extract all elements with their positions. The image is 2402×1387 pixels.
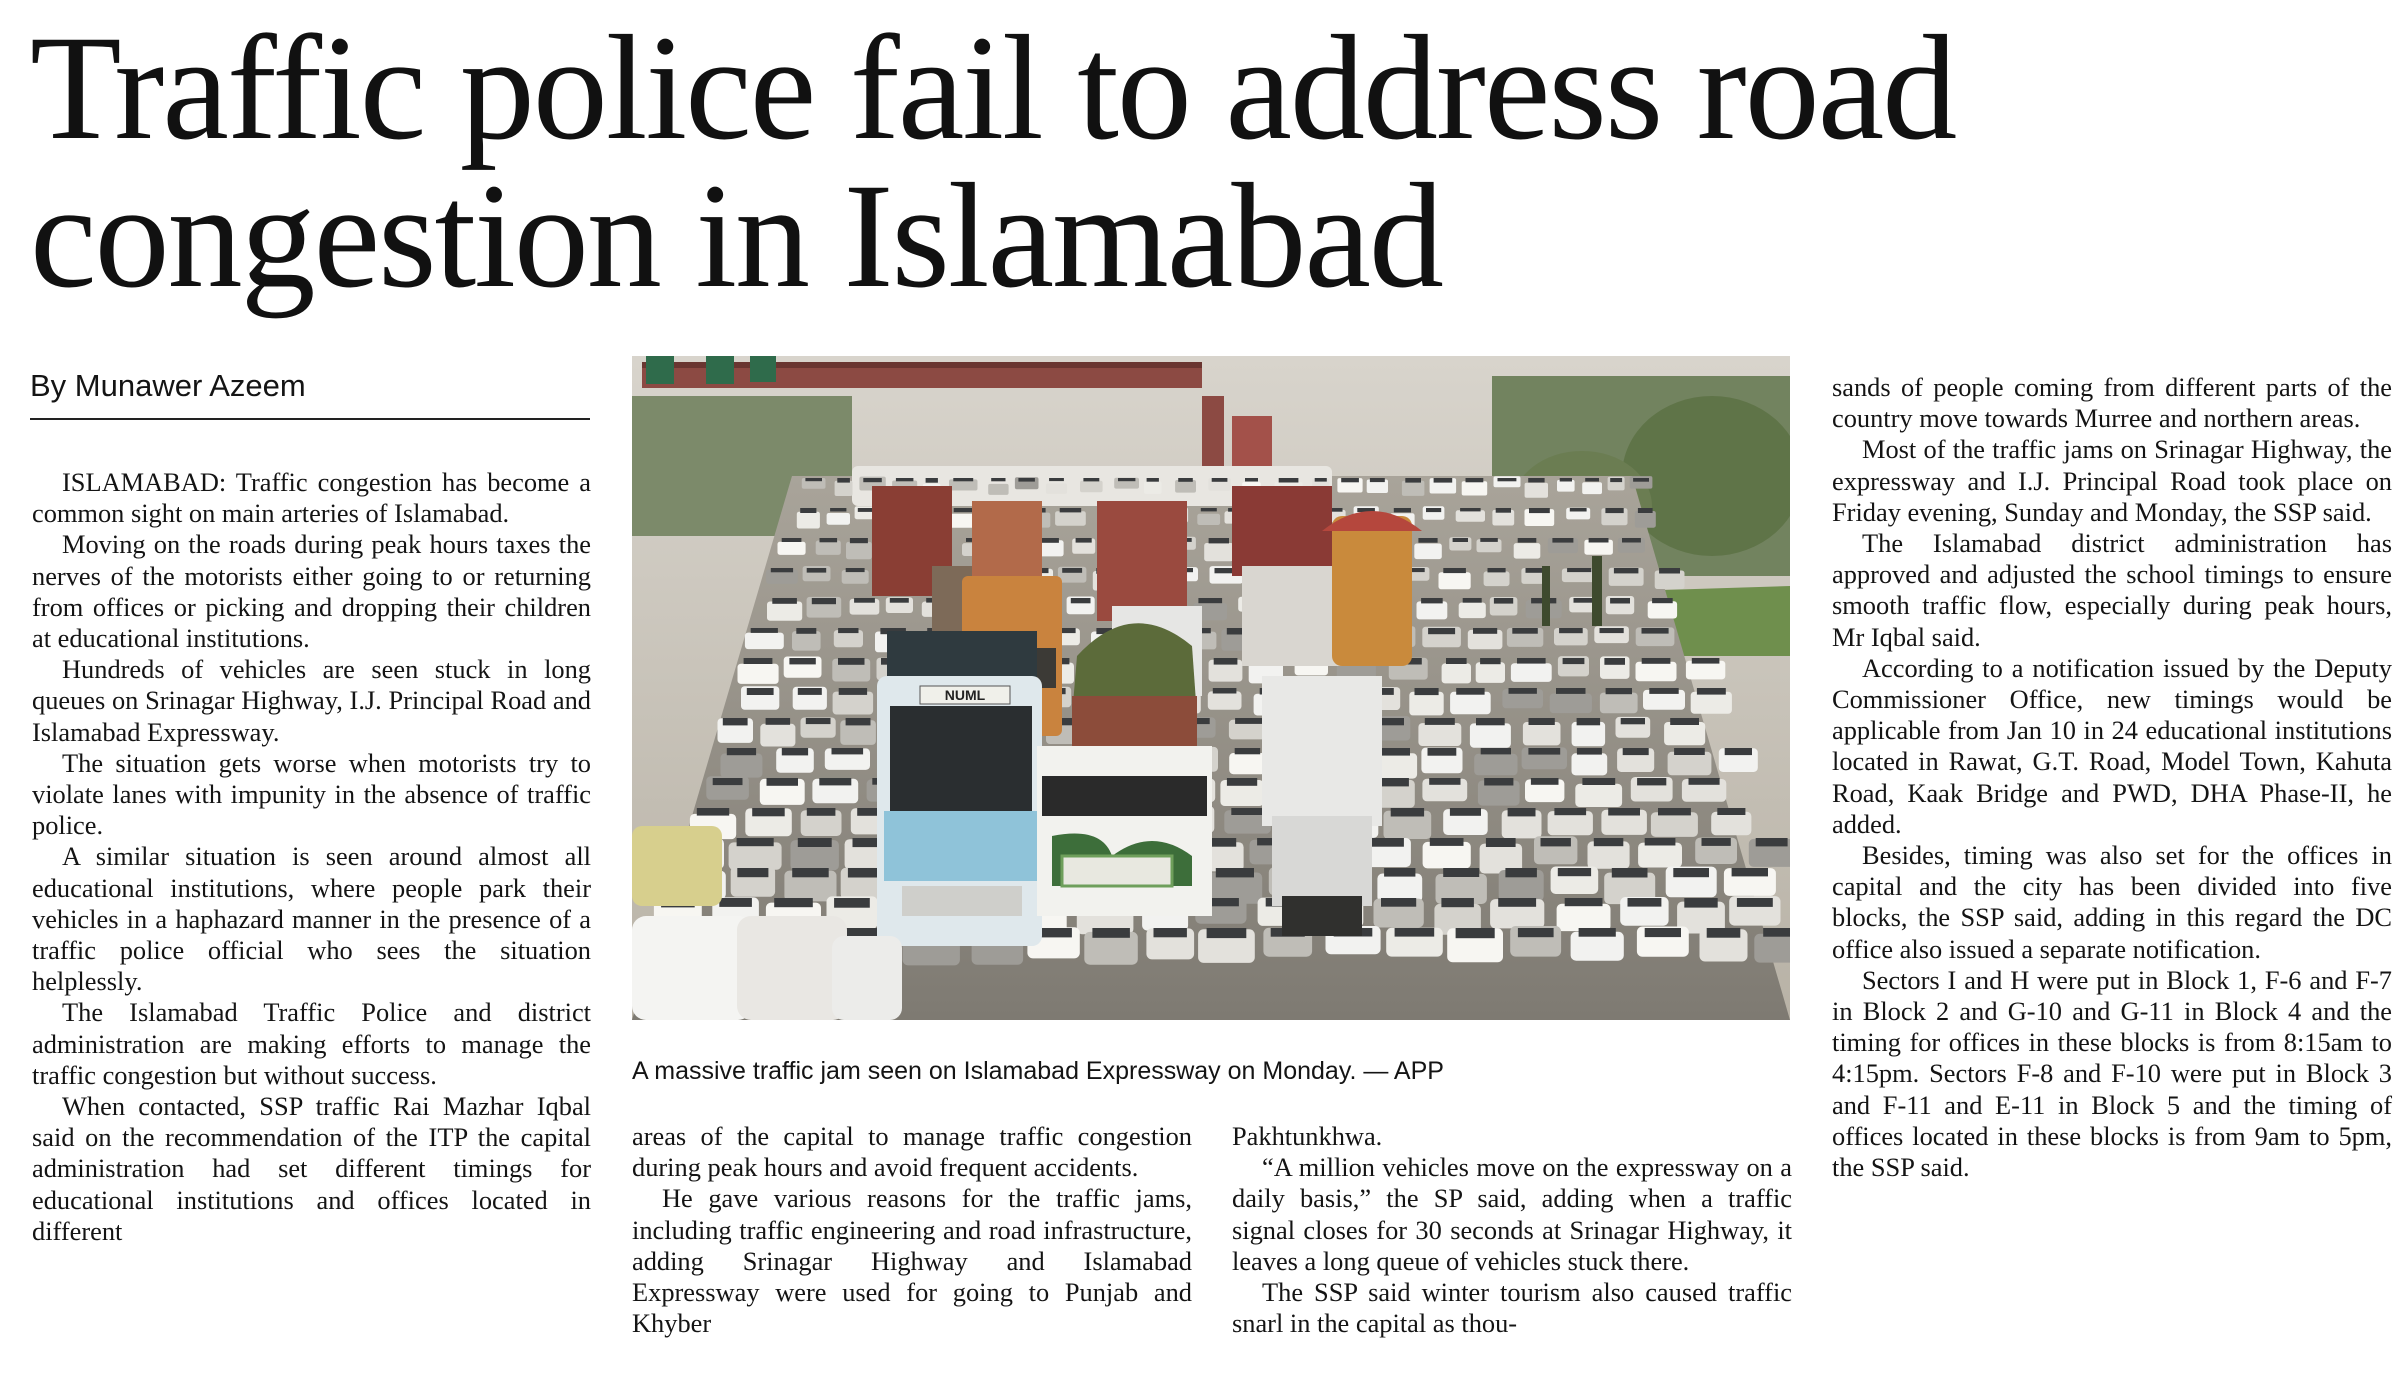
car-window-shape bbox=[1381, 778, 1409, 786]
car-shape bbox=[1511, 663, 1552, 682]
car-shape bbox=[1636, 662, 1677, 681]
photo-caption: A massive traffic jam seen on Islamabad Expressway on Monday. — APP bbox=[632, 1057, 1444, 1085]
car-window-shape bbox=[796, 628, 816, 634]
car-window-shape bbox=[1405, 478, 1421, 483]
car-window-shape bbox=[1227, 778, 1257, 786]
car-window-shape bbox=[1608, 808, 1640, 816]
car-window-shape bbox=[1725, 748, 1752, 755]
car-window-shape bbox=[1531, 778, 1559, 785]
car-window-shape bbox=[1480, 538, 1498, 542]
car-window-shape bbox=[1689, 778, 1720, 785]
traffic-jam-photo bbox=[632, 356, 1790, 1020]
car-window-shape bbox=[1214, 658, 1238, 665]
car-window-shape bbox=[1212, 478, 1228, 482]
car-shape bbox=[846, 542, 872, 559]
car-window-shape bbox=[1570, 508, 1587, 512]
car-window-shape bbox=[1505, 868, 1537, 877]
car-window-shape bbox=[1567, 568, 1591, 572]
car-window-shape bbox=[1574, 598, 1594, 603]
car-window-shape bbox=[850, 538, 868, 543]
car-shape bbox=[1208, 691, 1242, 709]
headline: Traffic police fail to address road congestion in Islamabad bbox=[30, 5, 1956, 319]
car-window-shape bbox=[858, 508, 873, 512]
car-window-shape bbox=[782, 538, 802, 542]
car-window-shape bbox=[1642, 628, 1669, 634]
car-window-shape bbox=[1092, 928, 1130, 938]
car-shape bbox=[792, 631, 821, 651]
car-window-shape bbox=[1118, 478, 1135, 481]
car-shape bbox=[988, 484, 1008, 495]
car-window-shape bbox=[807, 568, 827, 573]
car-window-shape bbox=[1528, 748, 1560, 755]
paragraph: The SSP said winter tourism also caused traffic snarl in the capital as thou- bbox=[1232, 1277, 1792, 1339]
car-window-shape bbox=[991, 478, 1005, 481]
car-shape bbox=[1638, 843, 1682, 868]
car-window-shape bbox=[1585, 478, 1599, 482]
car-window-shape bbox=[747, 688, 774, 695]
car-shape bbox=[1582, 482, 1602, 494]
car-window-shape bbox=[1418, 538, 1437, 543]
article-column-3 bbox=[1232, 1121, 1792, 1339]
car-window-shape bbox=[737, 868, 768, 877]
car-window-shape bbox=[1645, 838, 1676, 846]
car-window-shape bbox=[1372, 838, 1404, 847]
car-window-shape bbox=[792, 868, 829, 877]
car-window-shape bbox=[890, 598, 909, 603]
car-window-shape bbox=[838, 628, 858, 633]
car-window-shape bbox=[1394, 508, 1411, 512]
car-window-shape bbox=[848, 868, 882, 878]
car-window-shape bbox=[772, 598, 797, 604]
car-window-shape bbox=[1018, 478, 1035, 482]
car-window-shape bbox=[1670, 718, 1699, 725]
car-window-shape bbox=[1684, 898, 1717, 908]
car-shape bbox=[1229, 753, 1265, 774]
car-window-shape bbox=[1541, 838, 1571, 846]
paragraph: Hundreds of vehicles are seen stuck in long queues on Srinagar Highway, I.J. Principal Road and Islamabad Expressway. bbox=[32, 654, 591, 747]
car-window-shape bbox=[1428, 628, 1455, 634]
car-window-shape bbox=[1737, 898, 1773, 907]
car-window-shape bbox=[766, 718, 791, 725]
car-window-shape bbox=[1147, 478, 1159, 482]
car-shape bbox=[1572, 722, 1606, 746]
car-shape bbox=[816, 541, 841, 555]
car-shape bbox=[1474, 754, 1517, 776]
car-window-shape bbox=[1341, 478, 1359, 482]
car-window-shape bbox=[1216, 868, 1254, 877]
car-window-shape bbox=[1384, 868, 1415, 877]
car-window-shape bbox=[1577, 718, 1601, 725]
car-window-shape bbox=[1443, 568, 1466, 573]
car-window-shape bbox=[1428, 748, 1457, 756]
car-window-shape bbox=[1560, 478, 1572, 482]
car-window-shape bbox=[774, 898, 813, 907]
car-window-shape bbox=[1614, 568, 1639, 573]
car-window-shape bbox=[1559, 628, 1583, 633]
paragraph: A similar situation is seen around almost all educational institutions, where people park their vehicles in a haphazard manner in the presence of a traffic police official who sees the situation helplessly. bbox=[32, 841, 591, 997]
car-shape bbox=[1462, 481, 1488, 495]
car-shape bbox=[1572, 753, 1608, 775]
car-window-shape bbox=[1606, 688, 1632, 694]
car-shape bbox=[1046, 483, 1067, 494]
car-window-shape bbox=[719, 898, 752, 907]
car-window-shape bbox=[926, 478, 938, 483]
car-window-shape bbox=[752, 808, 785, 816]
car-shape bbox=[1470, 723, 1511, 747]
car-window-shape bbox=[1508, 808, 1536, 816]
car-shape bbox=[738, 664, 779, 684]
bus-destination-sign: NUML bbox=[944, 687, 986, 703]
car-window-shape bbox=[782, 748, 808, 755]
car-window-shape bbox=[1154, 928, 1187, 937]
car-window-shape bbox=[1062, 568, 1082, 573]
car-shape bbox=[1377, 874, 1422, 903]
car-window-shape bbox=[1460, 508, 1481, 511]
car-window-shape bbox=[1645, 928, 1681, 937]
car-shape bbox=[1691, 692, 1732, 714]
car-window-shape bbox=[697, 808, 729, 816]
car-window-shape bbox=[1496, 508, 1511, 513]
article-column-4 bbox=[1832, 372, 2392, 1183]
car-shape bbox=[1409, 692, 1443, 716]
car-window-shape bbox=[1697, 688, 1726, 695]
car-shape bbox=[1402, 481, 1425, 496]
car-window-shape bbox=[819, 778, 851, 785]
car-window-shape bbox=[863, 478, 882, 482]
car-window-shape bbox=[1518, 538, 1537, 543]
car-window-shape bbox=[1421, 598, 1443, 603]
car-window-shape bbox=[1621, 718, 1645, 724]
car-window-shape bbox=[1702, 838, 1731, 846]
car-window-shape bbox=[1623, 748, 1649, 755]
car-window-shape bbox=[1594, 838, 1624, 846]
car-window-shape bbox=[1554, 808, 1586, 815]
car-window-shape bbox=[1231, 808, 1264, 815]
car-shape bbox=[1648, 601, 1677, 618]
byline: By Munawer Azeem bbox=[30, 366, 590, 420]
car-window-shape bbox=[1692, 658, 1720, 664]
car-window-shape bbox=[1486, 838, 1516, 847]
car-window-shape bbox=[1552, 538, 1573, 543]
car-window-shape bbox=[1425, 718, 1455, 725]
paragraph: Besides, timing was also set for the offices in capital and the city has been divided into five blocks, the SSP said, adding in this regard the DC office also issued a separate notification. bbox=[1832, 840, 2392, 964]
car-shape bbox=[1668, 752, 1712, 776]
car-window-shape bbox=[1476, 718, 1505, 725]
car-window-shape bbox=[1049, 478, 1064, 481]
paragraph: According to a notification issued by the Deputy Commissioner Office, new timings would be applicable from Jan 10 in 24 educational institutions located in Rawat, G.T. Road, Model Town, Kahuta Road, Kaak Bridge and PWD, DHA Phase-II, he added. bbox=[1832, 652, 2392, 839]
car-shape bbox=[1514, 543, 1541, 559]
car-shape bbox=[1476, 662, 1505, 683]
car-window-shape bbox=[1235, 718, 1264, 724]
car-window-shape bbox=[1178, 478, 1193, 482]
car-shape bbox=[778, 542, 806, 555]
car-shape bbox=[1418, 723, 1461, 746]
car-window-shape bbox=[789, 658, 815, 664]
paragraph: Sectors I and H were put in Block 1, F-6 and F-7 in Block 2 and G-10 and G-11 in Block 4 and the timing for offices in these blocks is from 8:15am to 4:15pm. Sectors F-8 and F-10 were put in Block 3 and F-11 and E-11 in Block 5 and the timing of offices located in these blocks is from 9am to 5pm, the SSP said. bbox=[1832, 964, 2392, 1183]
car-window-shape bbox=[713, 778, 743, 785]
car-shape bbox=[1144, 481, 1162, 494]
car-window-shape bbox=[1579, 928, 1616, 937]
car-shape bbox=[1442, 663, 1471, 683]
car-window-shape bbox=[1201, 508, 1217, 511]
car-shape bbox=[760, 724, 795, 747]
car-window-shape bbox=[1558, 868, 1591, 876]
paragraph: “A million vehicles move on the expressway on a daily basis,” the SP said, adding when a traffic signal closes for 30 seconds at Srinagar Highway, it leaves a long queue of vehicles stuck there. bbox=[1232, 1152, 1792, 1276]
car-window-shape bbox=[1279, 478, 1299, 483]
car-window-shape bbox=[1456, 688, 1484, 695]
car-window-shape bbox=[838, 658, 865, 665]
article-column-2 bbox=[632, 1121, 1192, 1339]
car-window-shape bbox=[1370, 478, 1385, 482]
article-column-1 bbox=[32, 467, 591, 1247]
car-window-shape bbox=[1426, 508, 1441, 512]
car-window-shape bbox=[1381, 898, 1416, 907]
car-window-shape bbox=[1658, 808, 1691, 815]
car-window-shape bbox=[1060, 508, 1082, 512]
car-window-shape bbox=[1071, 598, 1091, 603]
car-window-shape bbox=[1638, 508, 1653, 513]
car-window-shape bbox=[896, 478, 914, 481]
car-shape bbox=[721, 754, 763, 778]
car-window-shape bbox=[1649, 688, 1678, 694]
car-shape bbox=[1550, 694, 1592, 714]
paragraph: He gave various reasons for the traffic jams, including traffic engineering and road infrastructure, adding Srinagar Highway and Islamabad Expressway were used for going to Punjab and Khyber bbox=[632, 1183, 1192, 1339]
car-window-shape bbox=[830, 508, 846, 512]
car-window-shape bbox=[1076, 538, 1092, 543]
car-window-shape bbox=[834, 898, 870, 908]
car-window-shape bbox=[1443, 868, 1479, 877]
car-shape bbox=[1635, 511, 1656, 528]
car-window-shape bbox=[723, 718, 748, 725]
car-window-shape bbox=[1235, 748, 1261, 754]
car-window-shape bbox=[1604, 658, 1625, 665]
car-window-shape bbox=[839, 688, 867, 695]
paragraph: When contacted, SSP traffic Rai Mazhar Iqbal said on the recommendation of the ITP the capital administration had set different timings for educational institutions and offices located in different bbox=[32, 1091, 591, 1246]
car-shape bbox=[1456, 510, 1485, 521]
car-window-shape bbox=[854, 598, 875, 603]
car-window-shape bbox=[1732, 868, 1768, 876]
car-shape bbox=[1204, 543, 1233, 561]
car-shape bbox=[1439, 572, 1471, 589]
car-shape bbox=[1557, 480, 1575, 492]
car-window-shape bbox=[1717, 808, 1745, 815]
car-shape bbox=[729, 842, 782, 869]
car-window-shape bbox=[1245, 478, 1258, 482]
paragraph: The situation gets worse when motorists try to violate lanes with impunity in the absence of traffic police. bbox=[32, 747, 591, 841]
car-window-shape bbox=[1605, 508, 1623, 513]
car-window-shape bbox=[1315, 478, 1327, 482]
car-window-shape bbox=[1600, 628, 1624, 633]
car-window-shape bbox=[1488, 568, 1506, 572]
car-shape bbox=[1080, 481, 1103, 492]
car-window-shape bbox=[1756, 838, 1788, 846]
paragraph: Most of the traffic jams on Srinagar Highway, the expressway and I.J. Principal Road took place on Friday evening, Sunday and Monday, the SSP said. bbox=[1832, 434, 2392, 527]
car-shape bbox=[1630, 476, 1653, 489]
car-window-shape bbox=[820, 538, 838, 542]
car-window-shape bbox=[1391, 808, 1424, 817]
car-window-shape bbox=[1673, 868, 1709, 877]
car-window-shape bbox=[727, 748, 756, 755]
car-window-shape bbox=[1582, 778, 1615, 785]
car-window-shape bbox=[1652, 598, 1673, 603]
car-window-shape bbox=[1207, 928, 1247, 938]
car-shape bbox=[1197, 514, 1220, 525]
car-shape bbox=[1523, 722, 1561, 745]
car-window-shape bbox=[1610, 478, 1622, 482]
car-window-shape bbox=[812, 598, 836, 604]
car-shape bbox=[1711, 812, 1751, 835]
car-shape bbox=[833, 692, 874, 715]
car-window-shape bbox=[798, 838, 832, 847]
car-window-shape bbox=[1610, 598, 1630, 604]
car-window-shape bbox=[846, 718, 871, 725]
car-shape bbox=[1414, 544, 1442, 560]
car-window-shape bbox=[1528, 478, 1544, 483]
car-window-shape bbox=[807, 808, 836, 816]
car-window-shape bbox=[837, 478, 850, 483]
car-window-shape bbox=[954, 508, 973, 512]
car-window-shape bbox=[1577, 748, 1602, 755]
car-window-shape bbox=[1198, 598, 1222, 603]
car-window-shape bbox=[1466, 478, 1484, 482]
car-window-shape bbox=[1529, 718, 1555, 725]
car-window-shape bbox=[832, 748, 864, 754]
car-window-shape bbox=[805, 478, 822, 481]
car-window-shape bbox=[1628, 898, 1662, 907]
car-window-shape bbox=[737, 838, 774, 846]
car-window-shape bbox=[1526, 568, 1545, 573]
car-shape bbox=[827, 513, 850, 525]
car-window-shape bbox=[1498, 898, 1536, 907]
car-shape bbox=[1651, 812, 1698, 837]
car-shape bbox=[1459, 603, 1486, 619]
car-window-shape bbox=[1518, 928, 1554, 937]
car-shape bbox=[1600, 693, 1638, 714]
car-shape bbox=[1494, 476, 1521, 487]
car-window-shape bbox=[1441, 898, 1474, 907]
car-shape bbox=[1484, 571, 1510, 586]
car-window-shape bbox=[1415, 688, 1439, 695]
car-window-shape bbox=[806, 718, 831, 724]
car-window-shape bbox=[1453, 538, 1468, 542]
traffic-jam-illustration bbox=[632, 356, 1790, 1020]
car-window-shape bbox=[1565, 898, 1603, 906]
car-window-shape bbox=[1484, 778, 1513, 786]
car-shape bbox=[1575, 784, 1622, 807]
car-shape bbox=[1557, 904, 1611, 931]
car-window-shape bbox=[1512, 628, 1538, 634]
car-window-shape bbox=[1429, 778, 1460, 785]
car-window-shape bbox=[767, 778, 799, 786]
car-shape bbox=[1417, 601, 1448, 619]
car-window-shape bbox=[744, 658, 773, 664]
car-window-shape bbox=[800, 508, 816, 513]
paragraph: Pakhtunkhwa. bbox=[1232, 1121, 1383, 1151]
car-shape bbox=[797, 512, 820, 529]
paragraph: areas of the capital to manage traffic congestion during peak hours and avoid frequent accidents. bbox=[632, 1121, 1192, 1183]
car-window-shape bbox=[1494, 598, 1513, 604]
car-window-shape bbox=[1622, 538, 1641, 543]
car-window-shape bbox=[1463, 598, 1482, 603]
car-window-shape bbox=[1083, 478, 1099, 481]
car-window-shape bbox=[1498, 478, 1517, 481]
car-window-shape bbox=[1450, 808, 1481, 816]
car-window-shape bbox=[1209, 538, 1229, 543]
paragraph: ISLAMABAD: Traffic congestion has become a common sight on main arteries of Islamabad. bbox=[32, 467, 591, 529]
car-window-shape bbox=[846, 568, 865, 572]
car-window-shape bbox=[953, 478, 973, 481]
car-shape bbox=[1664, 722, 1705, 745]
car-window-shape bbox=[1434, 478, 1453, 483]
car-window-shape bbox=[1395, 928, 1435, 937]
car-window-shape bbox=[1642, 658, 1671, 664]
car-window-shape bbox=[1556, 688, 1586, 694]
car-window-shape bbox=[1517, 658, 1546, 664]
car-shape bbox=[767, 602, 802, 621]
car-window-shape bbox=[1633, 478, 1649, 482]
car-window-shape bbox=[1659, 568, 1680, 574]
car-window-shape bbox=[1480, 658, 1501, 664]
car-window-shape bbox=[1674, 748, 1705, 755]
car-window-shape bbox=[1213, 688, 1237, 694]
car-window-shape bbox=[771, 568, 793, 572]
car-shape bbox=[1175, 480, 1196, 493]
car-window-shape bbox=[1612, 868, 1648, 878]
car-window-shape bbox=[1446, 658, 1467, 664]
car-window-shape bbox=[1563, 658, 1585, 664]
car-window-shape bbox=[1509, 688, 1537, 694]
paragraph: Moving on the roads during peak hours taxes the nerves of the motorists either going to or returning from offices or picking and dropping their children at educational institutions. bbox=[32, 529, 591, 654]
car-shape bbox=[1525, 483, 1548, 498]
car-window-shape bbox=[1707, 928, 1741, 938]
car-shape bbox=[1450, 692, 1491, 714]
paragraph: sands of people coming from different parts of the country move towards Murree and northern areas. bbox=[1832, 372, 2392, 434]
car-window-shape bbox=[1481, 748, 1511, 754]
paragraph: The Islamabad Traffic Police and district administration are making efforts to manage the traffic congestion but without success. bbox=[32, 997, 591, 1090]
car-window-shape bbox=[1430, 838, 1464, 846]
car-shape bbox=[745, 633, 784, 650]
car-window-shape bbox=[1456, 928, 1495, 938]
car-window-shape bbox=[798, 688, 822, 695]
car-shape bbox=[835, 481, 853, 496]
car-shape bbox=[1754, 934, 1790, 963]
car-window-shape bbox=[751, 628, 778, 633]
car-window-shape bbox=[1637, 778, 1666, 785]
car-window-shape bbox=[1473, 628, 1497, 634]
paragraph: The Islamabad district administration has approved and adjusted the school timings to ensure smooth traffic flow, especially during peak hours, Mr Iqbal said. bbox=[1832, 528, 2392, 652]
car-window-shape bbox=[1763, 928, 1790, 937]
car-window-shape bbox=[1589, 538, 1609, 543]
car-shape bbox=[1055, 511, 1086, 526]
car-window-shape bbox=[1529, 508, 1550, 513]
